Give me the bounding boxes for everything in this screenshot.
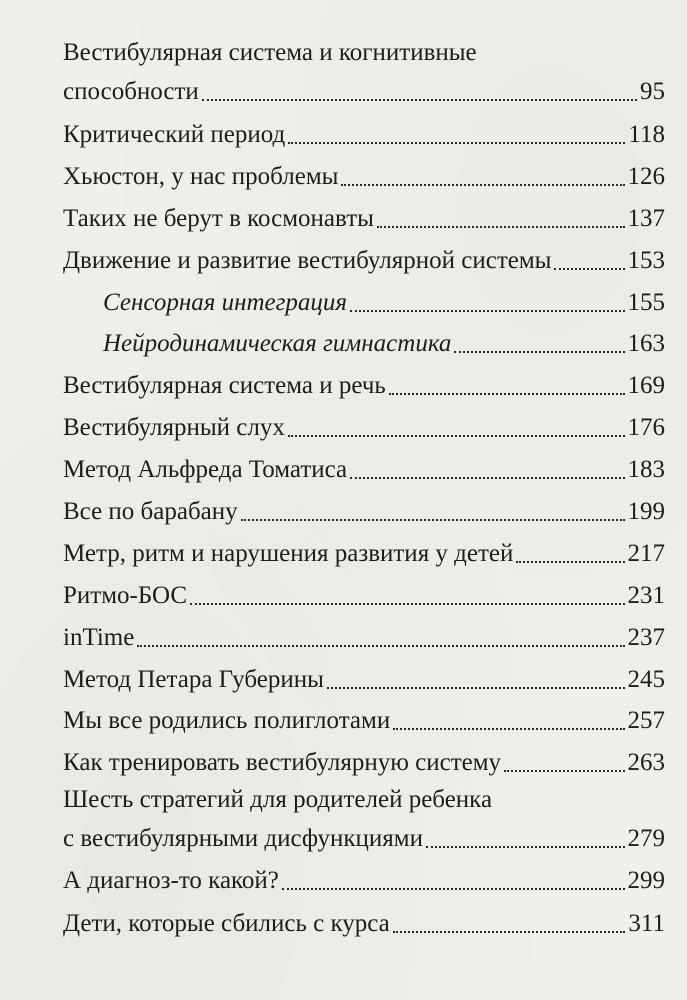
toc-entry[interactable] bbox=[63, 817, 665, 859]
toc-entry-title: Метод Петара Губерины bbox=[63, 666, 324, 693]
toc-page-number: 279 bbox=[627, 825, 665, 852]
toc-entry-title: Критический период bbox=[63, 121, 286, 148]
toc-entry[interactable] bbox=[63, 364, 665, 406]
toc-entry[interactable] bbox=[63, 70, 665, 112]
toc-page-number: 217 bbox=[627, 540, 665, 567]
toc-page-number: 263 bbox=[627, 749, 665, 776]
dot-leader bbox=[341, 184, 624, 186]
toc-page-number: 153 bbox=[627, 247, 665, 274]
toc-entry[interactable] bbox=[63, 113, 665, 155]
toc-entry-title: с вестибулярными дисфункциями bbox=[63, 825, 423, 852]
toc-page-number: 231 bbox=[627, 582, 665, 609]
dot-leader bbox=[377, 226, 625, 228]
toc-subentry-title: Сенсорная интеграция bbox=[103, 289, 348, 316]
toc-entry-title: Метр, ритм и нарушения развития у детей bbox=[63, 540, 514, 567]
toc-page-number: 199 bbox=[627, 498, 665, 525]
toc-page-number: 118 bbox=[628, 121, 665, 148]
dot-leader bbox=[202, 99, 637, 101]
dot-leader bbox=[137, 645, 624, 647]
toc-entry-title: Ритмо-БОС bbox=[63, 582, 188, 609]
toc-entry-title: Вестибулярный слух bbox=[63, 414, 285, 441]
toc-page-number: 245 bbox=[627, 666, 665, 693]
toc-subentry-title: Нейродинамическая гимнастика bbox=[103, 330, 452, 357]
toc-entry[interactable] bbox=[63, 658, 665, 700]
dot-leader bbox=[554, 268, 624, 270]
toc-entry[interactable] bbox=[63, 239, 665, 281]
dot-leader bbox=[393, 931, 626, 933]
toc-entry[interactable] bbox=[63, 406, 665, 448]
toc-entry[interactable] bbox=[63, 902, 665, 944]
toc-entry[interactable] bbox=[63, 155, 665, 197]
dot-leader bbox=[327, 687, 625, 689]
toc-entry[interactable] bbox=[63, 741, 665, 783]
toc-entry-title: Таких не берут в космонавты bbox=[63, 205, 374, 232]
dot-leader bbox=[516, 561, 624, 563]
toc-entry[interactable] bbox=[63, 574, 665, 616]
toc-entry-title: Метод Альфреда Томатиса bbox=[63, 456, 348, 483]
toc-entry[interactable] bbox=[63, 859, 665, 901]
dot-leader bbox=[350, 310, 624, 312]
toc-entry-title: Все по барабану bbox=[63, 498, 238, 525]
dot-leader bbox=[389, 393, 625, 395]
dot-leader bbox=[454, 351, 624, 353]
toc-entry[interactable] bbox=[63, 616, 665, 658]
toc-page-number: 183 bbox=[627, 456, 665, 483]
toc-entry-title: Мы все родились полиглотами bbox=[63, 707, 391, 734]
toc-page-number: 257 bbox=[627, 707, 665, 734]
toc-entry-title: inTime bbox=[63, 624, 135, 651]
toc-page-number: 163 bbox=[627, 330, 665, 357]
toc-entry-title: Вестибулярная система и речь bbox=[63, 372, 386, 399]
toc-entry-title: А диагноз-то какой? bbox=[63, 867, 279, 894]
toc-entry-title: Дети, которые сбились с курса bbox=[63, 910, 390, 937]
toc-entry[interactable] bbox=[63, 699, 665, 741]
toc-entry-title: Хьюстон, у нас проблемы bbox=[63, 163, 339, 190]
toc-entry[interactable] bbox=[63, 197, 665, 239]
toc-page-number: 237 bbox=[627, 624, 665, 651]
toc-page-number: 299 bbox=[627, 867, 665, 894]
toc-entry[interactable] bbox=[63, 532, 665, 574]
dot-leader bbox=[288, 142, 625, 144]
dot-leader bbox=[426, 846, 625, 848]
dot-leader bbox=[393, 728, 624, 730]
dot-leader bbox=[504, 770, 624, 772]
dot-leader bbox=[282, 888, 625, 890]
toc-entry-title: Движение и развитие вестибулярной системы bbox=[63, 247, 552, 274]
dot-leader bbox=[288, 435, 625, 437]
toc-page-number: 137 bbox=[627, 205, 665, 232]
dot-leader bbox=[190, 603, 624, 605]
toc-page-number: 155 bbox=[627, 289, 665, 316]
dot-leader bbox=[241, 519, 625, 521]
toc-entry[interactable] bbox=[63, 448, 665, 490]
toc-entry[interactable] bbox=[63, 490, 665, 532]
toc-page-number: 95 bbox=[640, 78, 665, 105]
toc-page-number: 126 bbox=[627, 163, 665, 190]
dot-leader bbox=[350, 477, 624, 479]
toc-entry-title-line1: Вестибулярная система и когнитивные bbox=[63, 39, 477, 66]
toc-page-number: 311 bbox=[628, 910, 665, 937]
toc-entry-title: способности bbox=[63, 78, 199, 105]
toc-entry-title-line1: Шесть стратегий для родителей ребенка bbox=[63, 786, 493, 813]
toc-page-number: 169 bbox=[627, 372, 665, 399]
toc-page-number: 176 bbox=[627, 414, 665, 441]
toc-subentry[interactable] bbox=[63, 322, 665, 364]
toc-entry-title: Как тренировать вестибулярную систему bbox=[63, 749, 502, 776]
toc-subentry[interactable] bbox=[63, 281, 665, 323]
